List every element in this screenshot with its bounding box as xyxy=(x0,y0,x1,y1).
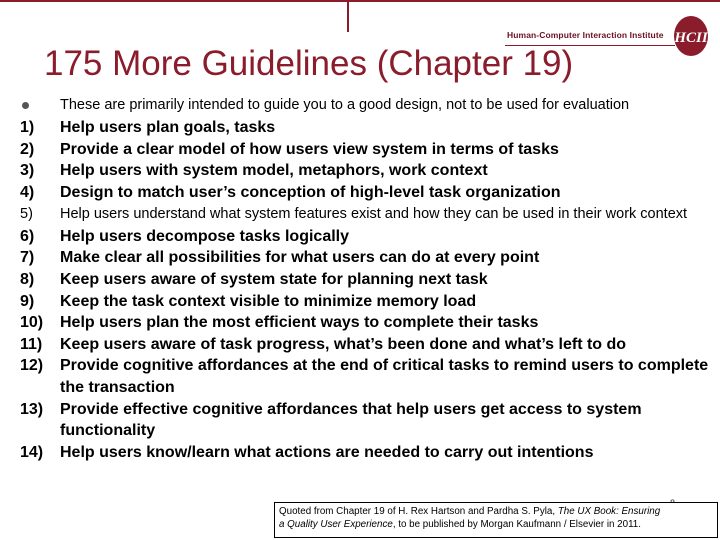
citation-prefix: Quoted from Chapter 19 of H. Rex Hartson and Pardha S. Pyla, xyxy=(279,506,558,517)
list-item-text: Design to match user’s conception of high-level task organization xyxy=(60,183,561,201)
list-item-number: 2) xyxy=(20,140,35,158)
list-item-text: Help users understand what system features exist and how they can be used in their work context xyxy=(60,206,688,223)
list-item xyxy=(20,399,710,442)
list-item-text: Keep the task context visible to minimize memory load xyxy=(60,292,477,310)
header-rule xyxy=(0,0,720,2)
intro-bullet xyxy=(20,96,710,114)
hcii-logo xyxy=(672,12,710,58)
bullet-dot-icon xyxy=(22,102,29,109)
list-item-number: 10) xyxy=(20,314,44,332)
citation-suffix: , to be published by Morgan Kaufmann / Elsevier in 2011. xyxy=(392,518,641,530)
citation-book-title-line1: The UX Book: Ensuring xyxy=(557,506,661,517)
list-item-number: 4) xyxy=(20,183,35,201)
list-item-text: Help users plan the most efficient ways to complete their tasks xyxy=(60,314,539,332)
list-item xyxy=(20,139,710,161)
list-item xyxy=(20,334,710,356)
list-item xyxy=(20,442,710,464)
list-item-number: 8) xyxy=(20,271,35,289)
institute-name: Human-Computer Interaction Institute xyxy=(507,30,664,40)
citation-book-title-line2: a Quality User Experience xyxy=(279,518,393,530)
list-item-text: Provide effective cognitive affordances that help users get access to system functionality xyxy=(60,400,642,440)
list-item xyxy=(20,355,710,398)
list-item-number: 14) xyxy=(20,443,44,461)
list-item-number: 7) xyxy=(20,249,35,267)
list-item xyxy=(20,182,710,204)
list-item-text: Help users decompose tasks logically xyxy=(60,227,350,245)
list-item-number: 12) xyxy=(20,357,44,375)
list-item-text: Help users with system model, metaphors, work context xyxy=(60,162,488,180)
list-item-text: Provide cognitive affordances at the end of critical tasks to remind users to complete the transaction xyxy=(60,357,709,397)
svg-text:HCII: HCII xyxy=(674,30,708,46)
list-item-text: Keep users aware of system state for planning next task xyxy=(60,271,488,289)
slide-content xyxy=(20,96,710,463)
list-item-text: Keep users aware of task progress, what’s been done and what’s left to do xyxy=(60,335,627,353)
intro-text: These are primarily intended to guide you to a good design, not to be used for evaluation xyxy=(60,97,630,113)
list-item xyxy=(20,312,710,334)
list-item xyxy=(20,247,710,269)
list-item-number: 5) xyxy=(20,206,33,223)
header-rule-tick xyxy=(347,0,349,32)
list-item xyxy=(20,226,710,248)
list-item-number: 9) xyxy=(20,292,35,310)
list-item-text: Make clear all possibilities for what users can do at every point xyxy=(60,249,540,267)
list-item-number: 1) xyxy=(20,119,35,136)
list-item-text: Help users know/learn what actions are needed to carry out intentions xyxy=(60,443,594,461)
slide-title: 175 More Guidelines (Chapter 19) xyxy=(44,44,574,83)
list-item-number: 11) xyxy=(20,335,43,353)
list-item xyxy=(20,269,710,291)
list-item-text: Provide a clear model of how users view system in terms of tasks xyxy=(60,140,559,158)
list-item-text: Help users plan goals, tasks xyxy=(60,119,276,136)
list-item-number: 13) xyxy=(20,400,44,418)
list-item-number: 6) xyxy=(20,227,35,245)
list-item xyxy=(20,206,710,224)
list-item xyxy=(20,117,710,139)
list-item xyxy=(20,291,710,313)
citation-box xyxy=(274,502,718,538)
list-item-number: 3) xyxy=(20,162,35,180)
list-item xyxy=(20,160,710,182)
